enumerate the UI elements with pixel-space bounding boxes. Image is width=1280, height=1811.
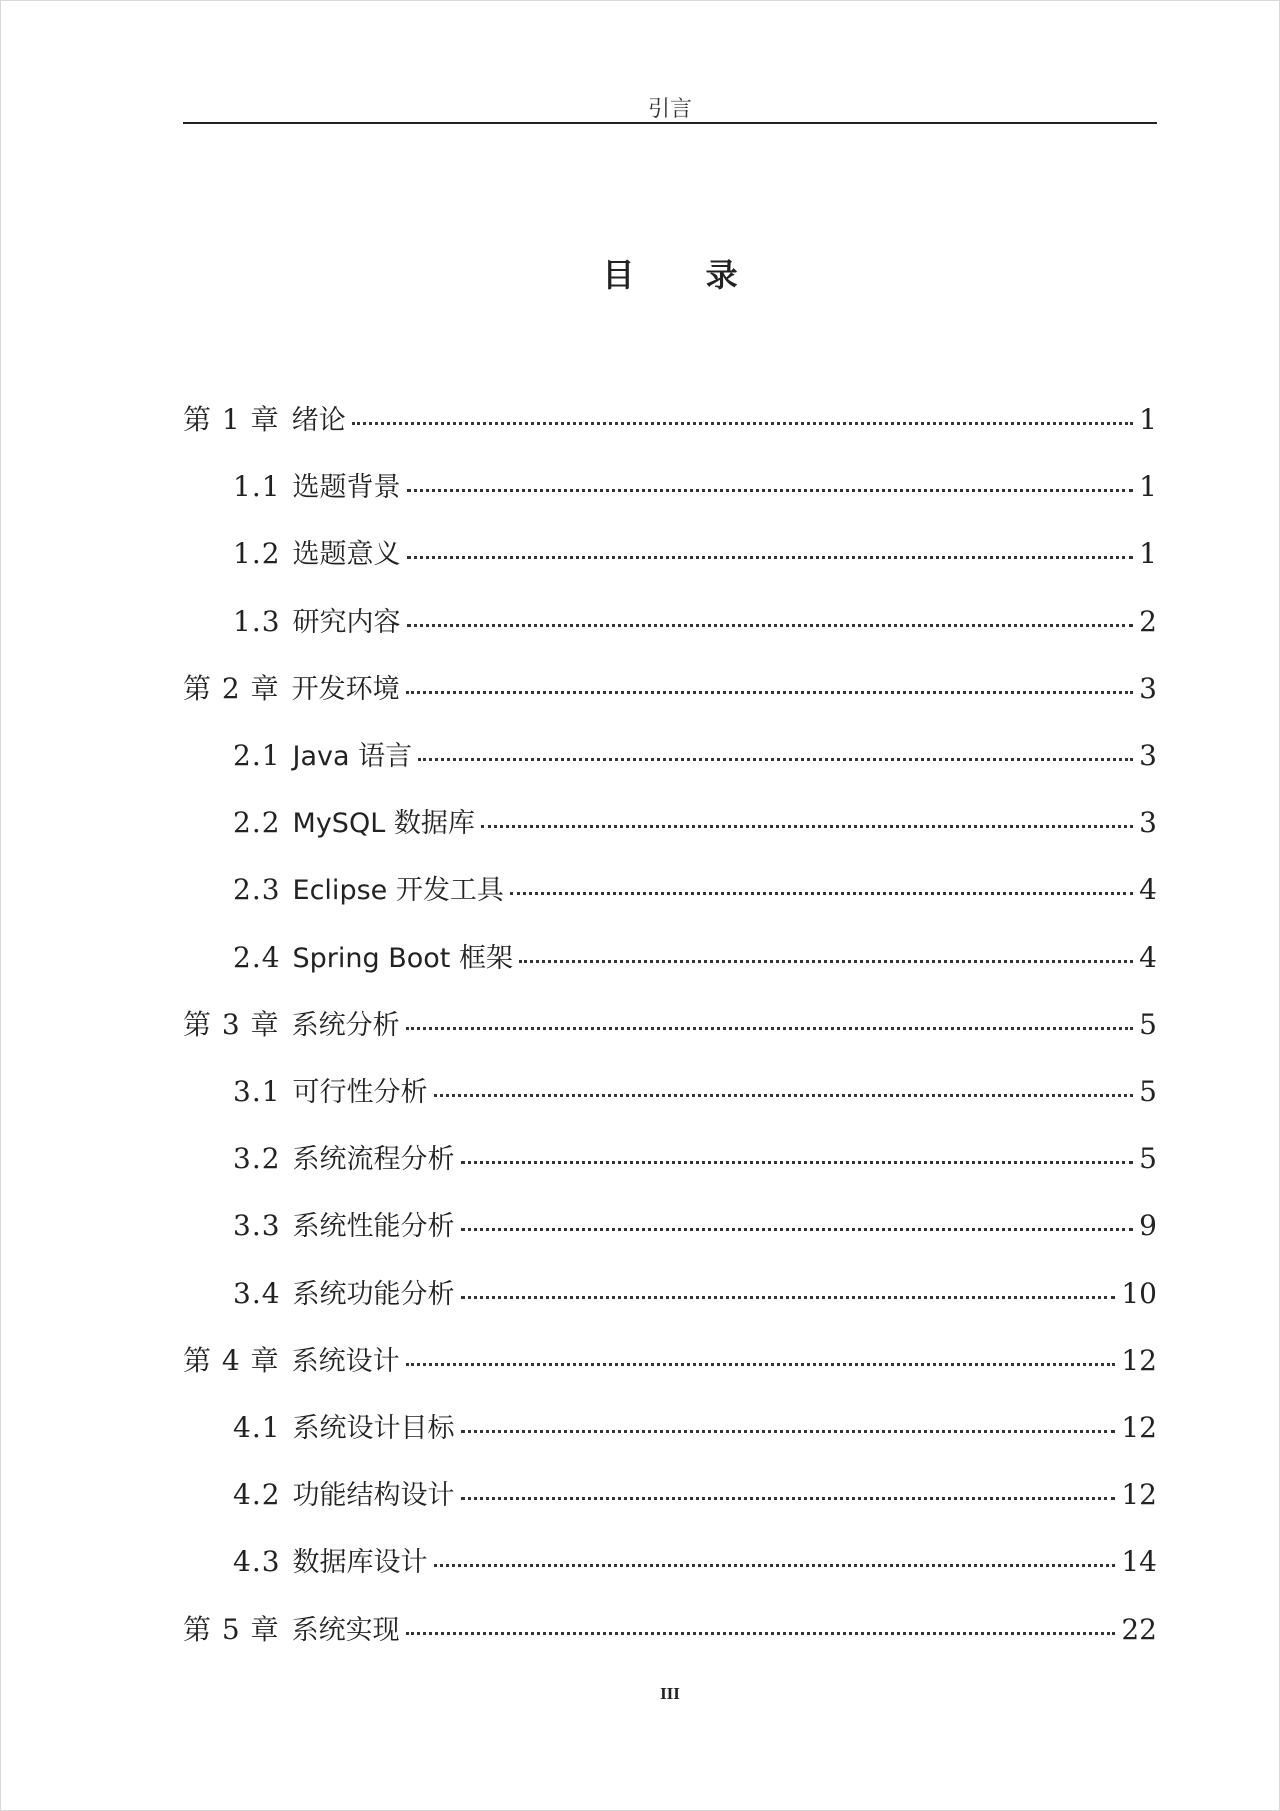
page-number: III <box>660 1684 680 1703</box>
toc-dot-leader <box>418 757 1133 761</box>
toc-entry-page: 5 <box>1139 1007 1157 1041</box>
toc-entry[interactable] <box>233 803 1157 843</box>
toc-entry-label: 开发环境 <box>291 673 400 705</box>
toc-entry-page: 1 <box>1139 537 1157 571</box>
toc-entry-number: 第 1 章 <box>183 403 280 436</box>
toc-entry-label: 系统设计目标 <box>292 1413 455 1444</box>
toc-entry[interactable] <box>183 669 1157 709</box>
toc-entry-page: 2 <box>1139 604 1157 638</box>
toc-entry-page: 10 <box>1121 1276 1157 1310</box>
toc-entry-label: 系统分析 <box>291 1009 400 1041</box>
toc-entry-number: 第 4 章 <box>183 1343 280 1377</box>
toc-entry-label: 绪论 <box>291 405 346 436</box>
toc-entry[interactable] <box>233 1274 1157 1314</box>
toc-entry-number: 1.2 <box>233 537 281 571</box>
toc-dot-leader <box>461 1160 1134 1164</box>
toc-entry-label: Spring Boot 框架 <box>292 942 513 974</box>
toc-entry[interactable] <box>233 870 1157 910</box>
toc-entry[interactable] <box>233 1072 1157 1112</box>
toc-dot-leader <box>406 1026 1134 1030</box>
toc-entry[interactable] <box>233 736 1157 776</box>
toc-entry-number: 2.3 <box>233 873 281 907</box>
toc-entry[interactable] <box>233 467 1157 507</box>
toc-dot-leader <box>407 555 1134 559</box>
running-header: 引言 <box>647 97 692 122</box>
toc-entry[interactable] <box>233 602 1157 642</box>
toc-dot-leader <box>406 1631 1116 1635</box>
toc-entry-page: 3 <box>1139 671 1157 705</box>
toc-dot-leader <box>434 1563 1116 1567</box>
toc-entry-label: 数据库设计 <box>292 1547 428 1579</box>
toc-entry-label: 选题背景 <box>292 472 401 504</box>
toc-entry-page: 12 <box>1121 1411 1157 1444</box>
toc-dot-leader <box>461 1295 1116 1299</box>
toc-entry-label: Eclipse 开发工具 <box>292 875 504 907</box>
toc-entry-label: 研究内容 <box>292 606 401 638</box>
toc-entry-label: 可行性分析 <box>292 1077 428 1108</box>
toc-entry-number: 4.1 <box>233 1411 281 1444</box>
toc-entry-page: 1 <box>1139 470 1157 504</box>
toc-entry-label: 系统实现 <box>291 1614 400 1646</box>
toc-dot-leader <box>352 421 1134 425</box>
toc-entry[interactable] <box>183 1610 1157 1650</box>
toc-entry[interactable] <box>233 1139 1157 1179</box>
toc-entry-page: 1 <box>1139 403 1157 436</box>
toc-entry-page: 4 <box>1139 940 1157 974</box>
toc-dot-leader <box>461 1429 1116 1433</box>
toc-entry-page: 5 <box>1139 1142 1157 1176</box>
toc-dot-leader <box>434 1093 1134 1097</box>
toc-entry-page: 14 <box>1121 1545 1157 1579</box>
toc-entry[interactable] <box>183 1005 1157 1045</box>
toc-dot-leader <box>406 1362 1116 1366</box>
toc-entry-label: 系统性能分析 <box>292 1211 455 1243</box>
toc-dot-leader <box>519 959 1133 963</box>
toc-dot-leader <box>407 623 1134 627</box>
toc-entry-label: 选题意义 <box>292 539 401 571</box>
toc-entry-number: 3.4 <box>233 1276 281 1310</box>
toc-entry-number: 3.3 <box>233 1209 281 1243</box>
toc-entry-label: 系统功能分析 <box>292 1278 455 1310</box>
toc-entry[interactable] <box>233 1408 1157 1448</box>
toc-dot-leader <box>461 1227 1134 1231</box>
toc-entry-label: MySQL 数据库 <box>292 808 475 840</box>
toc-entry[interactable] <box>233 938 1157 978</box>
toc-entry[interactable] <box>233 1542 1157 1582</box>
toc-dot-leader <box>461 1496 1116 1500</box>
toc-entry-page: 12 <box>1121 1343 1157 1377</box>
toc-entry-number: 2.1 <box>233 739 281 772</box>
toc-entry-number: 2.2 <box>233 806 281 840</box>
toc-entry-label: 功能结构设计 <box>292 1480 455 1512</box>
toc-entry-number: 第 2 章 <box>183 671 280 705</box>
toc-entry-page: 12 <box>1121 1478 1157 1512</box>
toc-entry[interactable] <box>183 1341 1157 1381</box>
toc-dot-leader <box>406 690 1134 694</box>
toc-entry-label: 系统流程分析 <box>292 1144 455 1176</box>
toc-entry[interactable] <box>233 534 1157 574</box>
toc-entry-number: 3.2 <box>233 1142 281 1176</box>
toc-entry[interactable] <box>233 1206 1157 1246</box>
toc-dot-leader <box>510 891 1133 895</box>
toc-entry-number: 1.3 <box>233 604 281 638</box>
toc-entry-label: Java 语言 <box>292 741 413 772</box>
toc-entry[interactable] <box>183 400 1157 440</box>
toc-entry-page: 22 <box>1121 1612 1157 1646</box>
toc-entry-page: 9 <box>1139 1209 1157 1243</box>
toc-entry[interactable] <box>233 1475 1157 1515</box>
toc-dot-leader <box>481 824 1133 828</box>
toc-entry-number: 4.3 <box>233 1545 281 1579</box>
toc-title: 目 录 <box>602 256 768 294</box>
toc-entry-page: 3 <box>1139 739 1157 772</box>
toc-entry-page: 4 <box>1139 873 1157 907</box>
toc-entry-number: 1.1 <box>233 470 281 504</box>
toc-entry-page: 5 <box>1139 1075 1157 1108</box>
toc-entry-number: 3.1 <box>233 1075 281 1108</box>
toc-entry-page: 3 <box>1139 806 1157 840</box>
toc-entry-label: 系统设计 <box>291 1345 400 1377</box>
toc-entry-number: 2.4 <box>233 940 281 974</box>
toc-dot-leader <box>407 488 1134 492</box>
toc-entry-number: 第 5 章 <box>183 1612 280 1646</box>
toc-entry-number: 4.2 <box>233 1478 281 1512</box>
toc-entry-number: 第 3 章 <box>183 1007 280 1041</box>
